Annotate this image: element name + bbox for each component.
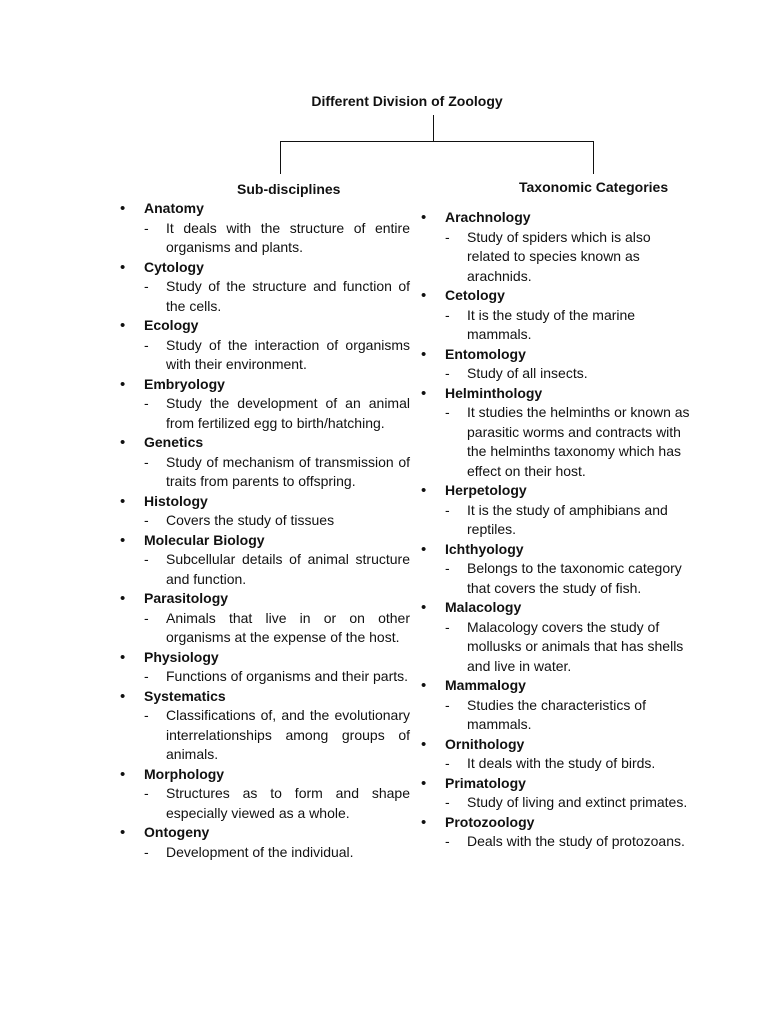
list-item-description: - Structures as to form and shape especially viewed as a whole. bbox=[120, 784, 410, 823]
list-item-description: - Development of the individual. bbox=[120, 843, 410, 863]
list-item-description: - Study the development of an animal from fertilized egg to birth/hatching. bbox=[120, 394, 410, 433]
list-item-term: • Systematics bbox=[120, 687, 410, 707]
list-item-description: - Study of the interaction of organisms with their environment. bbox=[120, 336, 410, 375]
list-item-description: - It deals with the study of birds. bbox=[421, 754, 693, 774]
list-item-term: • Primatology bbox=[421, 774, 693, 794]
list-item-term: • Parasitology bbox=[120, 589, 410, 609]
list-item-term: • Cetology bbox=[421, 286, 693, 306]
tree-connector-left-branch bbox=[280, 141, 281, 174]
list-item-description: - Malacology covers the study of mollusks or animals that has shells and live in water. bbox=[421, 618, 693, 677]
list-item-description: - It deals with the structure of entire organisms and plants. bbox=[120, 219, 410, 258]
list-item-description: - It is the study of amphibians and reptiles. bbox=[421, 501, 693, 540]
list-item-term: • Mammalogy bbox=[421, 676, 693, 696]
list-item-description: - Study of the structure and function of the cells. bbox=[120, 277, 410, 316]
list-item-description: - Classifications of, and the evolutionary interrelationships among groups of animals. bbox=[120, 706, 410, 765]
sub-disciplines-list bbox=[120, 199, 410, 862]
taxonomic-categories-heading: Taxonomic Categories bbox=[519, 179, 669, 195]
list-item-description: - Covers the study of tissues bbox=[120, 511, 410, 531]
list-item-term: • Anatomy bbox=[120, 199, 410, 219]
list-item-term: • Malacology bbox=[421, 598, 693, 618]
list-item-term: • Ornithology bbox=[421, 735, 693, 755]
list-item-description: - Study of mechanism of transmission of traits from parents to offspring. bbox=[120, 453, 410, 492]
tree-connector-bar bbox=[280, 141, 594, 142]
list-item-term: • Physiology bbox=[120, 648, 410, 668]
list-item-term: • Herpetology bbox=[421, 481, 693, 501]
list-item-term: • Morphology bbox=[120, 765, 410, 785]
list-item-description: - Subcellular details of animal structure and function. bbox=[120, 550, 410, 589]
list-item-term: • Ontogeny bbox=[120, 823, 410, 843]
list-item-term: • Ichthyology bbox=[421, 540, 693, 560]
list-item-term: • Protozoology bbox=[421, 813, 693, 833]
list-item-term: • Ecology bbox=[120, 316, 410, 336]
taxonomic-categories-list bbox=[421, 208, 693, 852]
list-item-term: • Genetics bbox=[120, 433, 410, 453]
list-item-description: - Study of living and extinct primates. bbox=[421, 793, 693, 813]
list-item-description: - Deals with the study of protozoans. bbox=[421, 832, 693, 852]
list-item-description: - Belongs to the taxonomic category that covers the study of fish. bbox=[421, 559, 693, 598]
list-item-description: - Study of all insects. bbox=[421, 364, 693, 384]
list-item-term: • Helminthology bbox=[421, 384, 693, 404]
sub-disciplines-heading: Sub-disciplines bbox=[237, 181, 341, 197]
list-item-term: • Molecular Biology bbox=[120, 531, 410, 551]
list-item-term: • Arachnology bbox=[421, 208, 693, 228]
list-item-description: - It is the study of the marine mammals. bbox=[421, 306, 693, 345]
tree-connector-right-branch bbox=[593, 141, 594, 174]
list-item-term: • Embryology bbox=[120, 375, 410, 395]
list-item-description: - Study of spiders which is also related to species known as arachnids. bbox=[421, 228, 693, 287]
list-item-description: - Functions of organisms and their parts. bbox=[120, 667, 410, 687]
list-item-description: - Animals that live in or on other organisms at the expense of the host. bbox=[120, 609, 410, 648]
page-title: Different Division of Zoology bbox=[311, 93, 503, 109]
list-item-term: • Histology bbox=[120, 492, 410, 512]
list-item-term: • Entomology bbox=[421, 345, 693, 365]
list-item-term: • Cytology bbox=[120, 258, 410, 278]
list-item-description: - Studies the characteristics of mammals. bbox=[421, 696, 693, 735]
list-item-description: - It studies the helminths or known as parasitic worms and contracts with the helminths taxonomy which has effect on their host. bbox=[421, 403, 693, 481]
tree-connector-stem bbox=[433, 115, 434, 142]
